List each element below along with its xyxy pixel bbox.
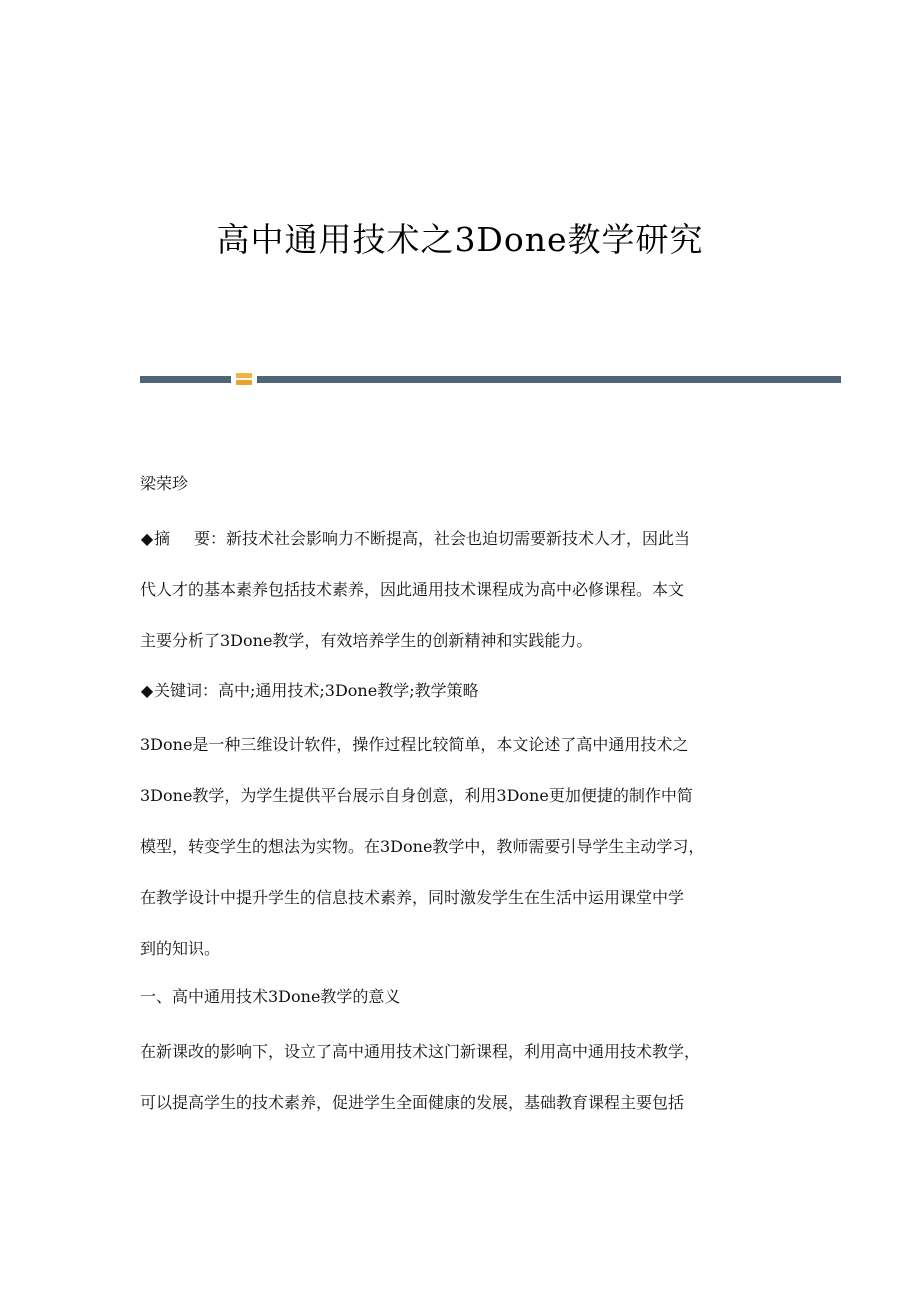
keywords-text: 关键词：高中;通用技术;3Done教学;教学策略 (154, 681, 479, 700)
abstract-line-3: 主要分析了3Done教学，有效培养学生的创新精神和实践能力。 (140, 631, 593, 650)
paragraph-line: 到的知识。 (140, 939, 221, 958)
section-heading: 一、高中通用技术3Done教学的意义 (140, 987, 401, 1006)
paragraph-line: 模型，转变学生的想法为实物。在3Done教学中，教师需要引导学生主动学习， (140, 837, 705, 856)
abstract-label-second: 要： (194, 529, 227, 548)
abstract-text-line: 新技术社会影响力不断提高，社会也迫切需要新技术人才，因此当 (226, 529, 691, 548)
diamond-bullet-icon: ◆ (140, 681, 154, 700)
abstract-label-first: 摘 (154, 529, 171, 548)
document-title: 高中通用技术之3Done教学研究 (216, 220, 704, 259)
paragraph-line: 3Done教学，为学生提供平台展示自身创意，利用3Done更加便捷的制作中简 (140, 786, 693, 805)
author-name: 梁荣珍 (140, 474, 189, 493)
abstract-line-1 (140, 513, 790, 564)
abstract-block (140, 513, 790, 666)
intro-paragraph (140, 719, 790, 974)
paragraph-line: 在教学设计中提升学生的信息技术素养，同时激发学生在生活中运用课堂中学 (140, 888, 685, 907)
ornament-top (236, 373, 252, 378)
section1-paragraph (140, 1026, 790, 1128)
divider-ornament-icon (236, 373, 252, 386)
title-divider (140, 372, 841, 386)
paragraph-line: 可以提高学生的技术素养，促进学生全面健康的发展，基础教育课程主要包括 (140, 1093, 685, 1112)
paragraph-line: 在新课改的影响下，设立了高中通用技术这门新课程，利用高中通用技术教学， (140, 1042, 701, 1061)
diamond-bullet-icon: ◆ (140, 529, 154, 548)
ornament-bottom (236, 380, 252, 385)
divider-bar-right (257, 376, 841, 383)
abstract-line-2: 代人才的基本素养包括技术素养，因此通用技术课程成为高中必修课程。本文 (140, 580, 685, 599)
paragraph-line: 3Done是一种三维设计软件，操作过程比较简单，本文论述了高中通用技术之 (140, 735, 689, 754)
keywords-line (140, 665, 790, 716)
divider-bar-left (140, 376, 231, 383)
